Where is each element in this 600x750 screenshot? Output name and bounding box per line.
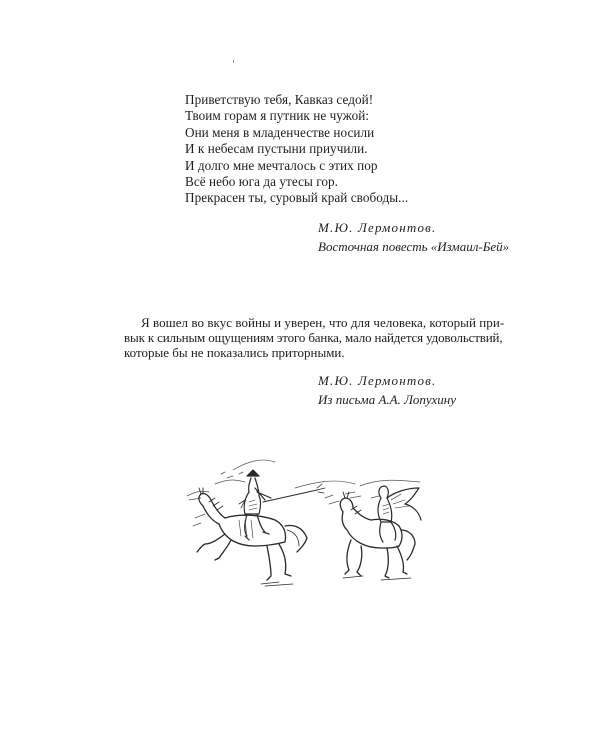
- prose-attribution: [318, 371, 456, 409]
- attribution-author: М.Ю. Лермонтов.: [318, 373, 437, 388]
- poem-attribution: [318, 218, 509, 256]
- prose-line: вык к сильным ощущениям этого банка, мало найдется удовольствий,: [124, 330, 503, 345]
- left-horse: [197, 488, 307, 586]
- attribution-source: Из письма А.А. Лопухину: [318, 392, 456, 407]
- right-rider: [378, 486, 421, 542]
- left-rider: [239, 470, 271, 540]
- epigraph-prose: [124, 315, 505, 360]
- poem-line: Прекрасен ты, суровый край свободы...: [185, 190, 409, 206]
- poem-line: Приветствую тебя, Кавказ седой!: [185, 92, 374, 107]
- poem-line: И к небесам пустыни приучили.: [185, 141, 368, 157]
- printer-mark: [233, 60, 234, 63]
- horsemen-illustration: [175, 448, 445, 608]
- right-horse: [340, 492, 415, 580]
- rifle: [263, 484, 325, 502]
- epigraph-poem: [185, 92, 408, 207]
- poem-line: Они меня в младенчестве носили: [185, 124, 375, 140]
- prose-line: которые бы не показались приторными.: [124, 345, 345, 360]
- poem-line: Всё небо юга да утесы гор.: [185, 174, 338, 190]
- attribution-source: Восточная повесть «Измаил-Бей»: [318, 239, 510, 254]
- poem-line: Твоим горам я путник не чужой:: [185, 108, 370, 124]
- poem-line: И долго мне мечталось с этих пор: [185, 157, 378, 173]
- prose-line: Я вошел во вкус войны и уверен, что для человека, который при-: [141, 315, 505, 330]
- attribution-author: М.Ю. Лермонтов.: [318, 220, 437, 235]
